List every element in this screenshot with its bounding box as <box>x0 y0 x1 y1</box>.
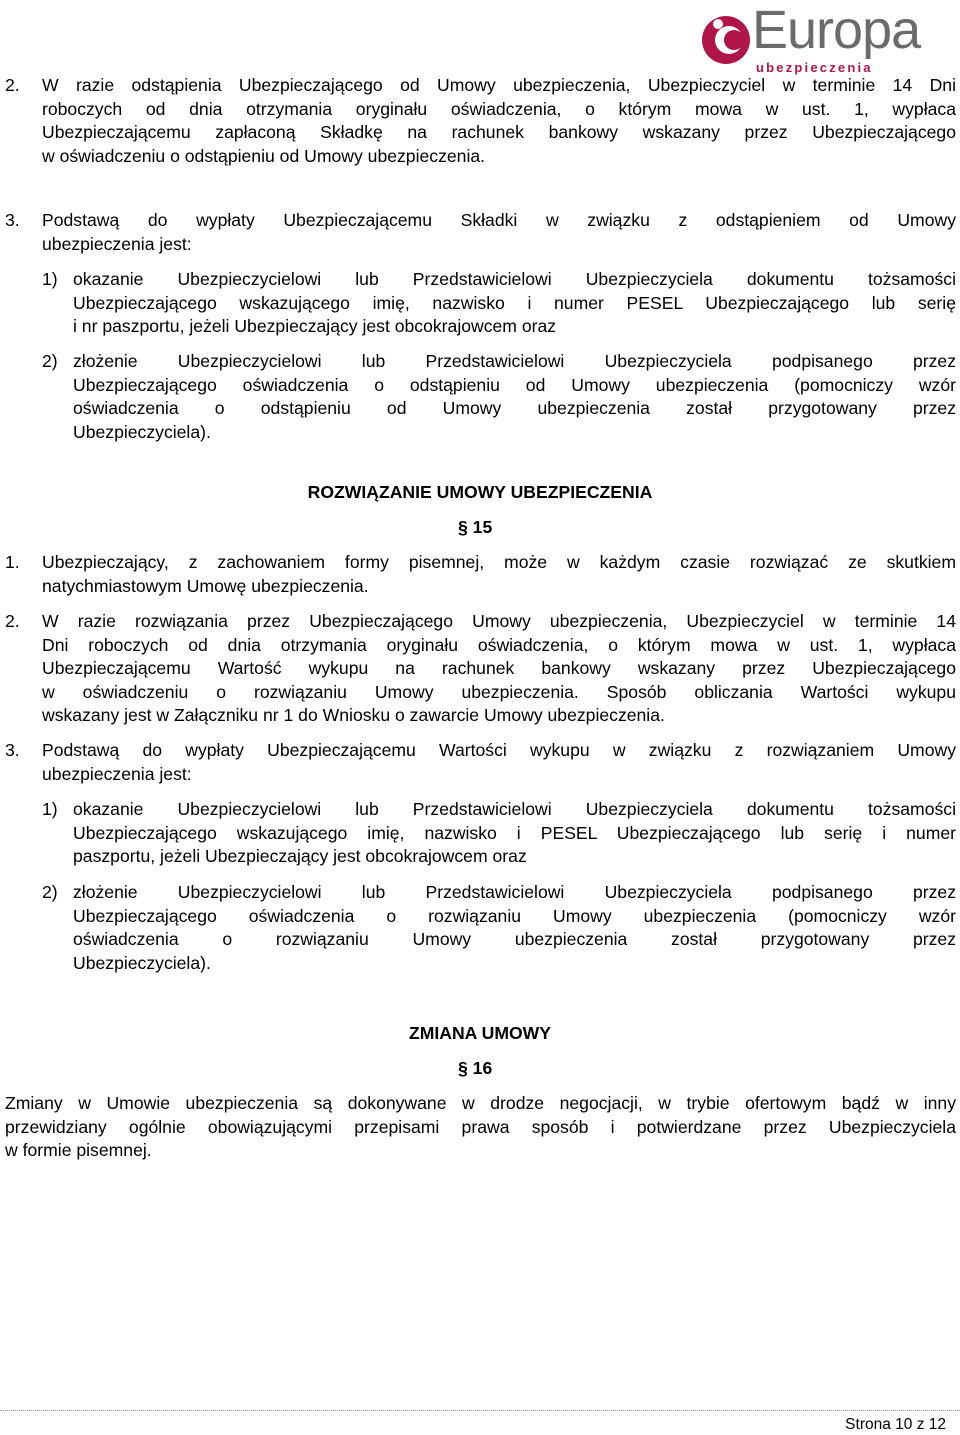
text-line: przewidziany ogólnie obowiązującymi przepisami prawa sposób i potwierdzane przez Ubezpieczyciela <box>5 1116 956 1137</box>
text-line: W razie odstąpienia Ubezpieczającego od Umowy ubezpieczenia, Ubezpieczyciel w terminie 14 Dni <box>42 75 956 95</box>
paragraph <box>73 798 956 869</box>
text-line: natychmiastowym Umowę ubezpieczenia. <box>42 575 369 596</box>
paragraph <box>42 610 956 728</box>
text-line: Ubezpieczającego wskazującego imię, nazwisko i PESEL Ubezpieczającego lub serię i numer <box>73 822 956 843</box>
europa-logo-mark-icon <box>696 10 756 70</box>
text-line: roboczych od dnia otrzymania oryginału oświadczenia, o którym mowa w ust. 1, wypłaca <box>42 98 956 119</box>
text-line: oświadczenia o odstąpieniu od Umowy ubezpieczenia został przygotowany przez <box>73 398 956 418</box>
paragraph <box>42 209 956 256</box>
section-heading: ZMIANA UMOWY <box>408 1023 552 1043</box>
text-line: Ubezpieczyciela). <box>73 421 211 442</box>
footer-divider <box>0 1410 960 1412</box>
text-line: w oświadczeniu o odstąpieniu od Umowy ubezpieczenia. <box>42 145 486 166</box>
text-line: Podstawą do wypłaty Ubezpieczającemu Wartości wykupu w związku z rozwiązaniem Umowy <box>42 740 956 760</box>
text-line: złożenie Ubezpieczycielowi lub Przedstawicielowi Ubezpieczyciela podpisanego przez <box>73 882 956 902</box>
text-line: Podstawą do wypłaty Ubezpieczającemu Składki w związku z odstąpieniem od Umowy <box>42 210 956 230</box>
item-number: 2. <box>5 75 20 95</box>
text-line: paszportu, jeżeli Ubezpieczający jest obcokrajowcem oraz <box>73 846 527 866</box>
subitem-number: 1) <box>42 799 58 819</box>
logo-brand: Europa <box>752 0 921 60</box>
item-number: 3. <box>5 740 20 760</box>
text-line: Ubezpieczającemu zapłaconą Składkę na rachunek bankowy wskazany przez Ubezpieczającego <box>42 122 956 142</box>
europa-logo <box>696 0 946 78</box>
item-number: 3. <box>5 210 20 230</box>
paragraph <box>73 350 956 444</box>
item-number: 2. <box>5 611 20 631</box>
text-line: Ubezpieczającemu Wartość wykupu na rachunek bankowy wskazany przez Ubezpieczającego <box>42 658 956 678</box>
text-line: Zmiany w Umowie ubezpieczenia są dokonywane w drodze negocjacji, w trybie ofertowym bądź w inny <box>5 1093 956 1113</box>
text-line: Ubezpieczający, z zachowaniem formy pisemnej, może w każdym czasie rozwiązać ze skutkiem <box>42 552 956 572</box>
page-number: Strona 10 z 12 <box>845 1416 946 1433</box>
paragraph <box>42 74 956 168</box>
text-line: W razie rozwiązania przez Ubezpieczającego Umowy ubezpieczenia, Ubezpieczyciel w terminie 14 <box>42 611 956 631</box>
logo-tagline: ubezpieczenia <box>756 60 873 75</box>
section-heading: ROZWIĄZANIE UMOWY UBEZPIECZENIA <box>307 482 653 502</box>
paragraph <box>42 739 956 786</box>
subitem-number: 2) <box>42 882 58 902</box>
text-line: Ubezpieczającego wskazującego imię, nazwisko i numer PESEL Ubezpieczającego lub serię <box>73 292 956 313</box>
paragraph <box>73 268 956 339</box>
text-line: Ubezpieczającego oświadczenia o odstąpieniu od Umowy ubezpieczenia (pomocniczy wzór <box>73 374 956 395</box>
paragraph <box>5 1092 956 1163</box>
text-line: Ubezpieczyciela). <box>73 952 211 973</box>
paragraph <box>42 551 956 598</box>
text-line: ubezpieczenia jest: <box>42 763 192 784</box>
section-number: § 15 <box>458 517 493 537</box>
subitem-number: 2) <box>42 351 58 371</box>
text-line: w oświadczeniu o rozwiązaniu Umowy ubezpieczenia. Sposób obliczania Wartości wykupu <box>42 681 956 702</box>
text-line: Ubezpieczającego oświadczenia o rozwiązaniu Umowy ubezpieczenia (pomocniczy wzór <box>73 905 956 926</box>
text-line: w formie pisemnej. <box>5 1140 152 1160</box>
text-line: Dni roboczych od dnia otrzymania oryginału oświadczenia, o którym mowa w ust. 1, wypłaca <box>42 634 956 655</box>
item-number: 1. <box>5 552 20 572</box>
text-line: i nr paszportu, jeżeli Ubezpieczający jest obcokrajowcem oraz <box>73 316 557 336</box>
subitem-number: 1) <box>42 269 58 289</box>
text-line: wskazany jest w Załączniku nr 1 do Wniosku o zawarcie Umowy ubezpieczenia. <box>42 705 665 725</box>
text-line: okazanie Ubezpieczycielowi lub Przedstawicielowi Ubezpieczyciela dokumentu tożsamości <box>73 799 956 819</box>
text-line: oświadczenia o rozwiązaniu Umowy ubezpieczenia został przygotowany przez <box>73 929 956 949</box>
text-line: złożenie Ubezpieczycielowi lub Przedstawicielowi Ubezpieczyciela podpisanego przez <box>73 351 956 371</box>
paragraph <box>73 881 956 975</box>
text-line: okazanie Ubezpieczycielowi lub Przedstawicielowi Ubezpieczyciela dokumentu tożsamości <box>73 269 956 289</box>
section-number: § 16 <box>458 1058 493 1078</box>
text-line: ubezpieczenia jest: <box>42 233 192 254</box>
